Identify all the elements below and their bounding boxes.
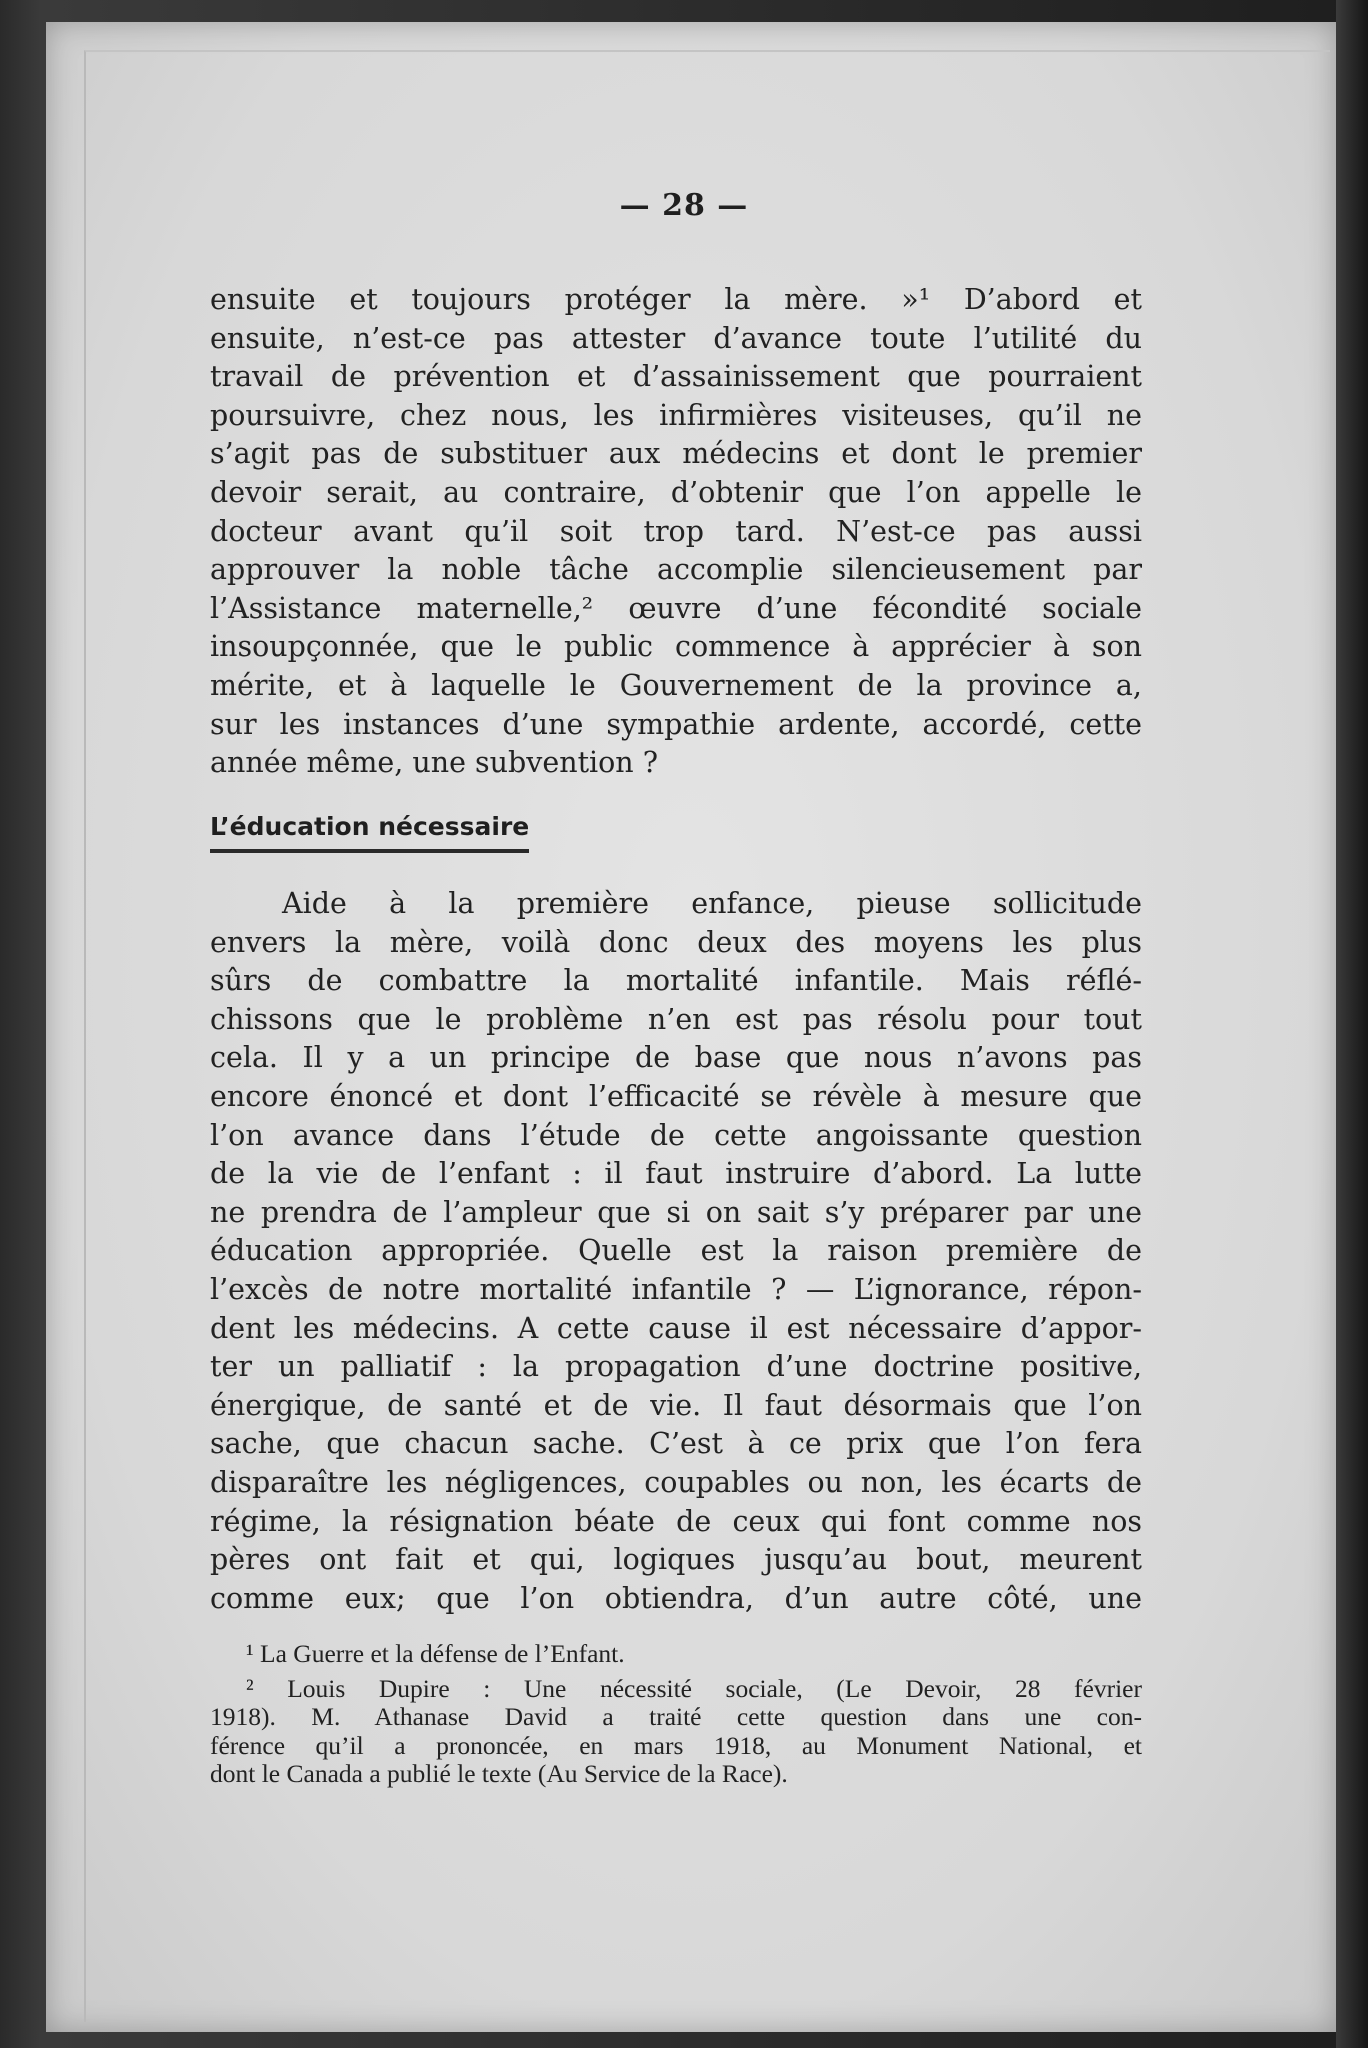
section-heading: L’éducation nécessaire xyxy=(210,812,529,853)
footnote-line: ² Louis Dupire : Une nécessité sociale, (Le Devoir, 28 février xyxy=(246,1674,1142,1703)
page-number: — 28 — xyxy=(619,188,749,223)
text-line: mérite, et à laquelle le Gouvernement de la province a, xyxy=(210,668,1142,702)
footnotes xyxy=(210,1640,1142,1789)
text-line: encore énoncé et dont l’efficacité se révèle à mesure que xyxy=(210,1079,1142,1113)
text-line: énergique, de santé et de vie. Il faut désormais que l’on xyxy=(210,1388,1142,1422)
text-line: poursuivre, chez nous, les infirmières visiteuses, qu’il ne xyxy=(210,398,1142,432)
footnote-2 xyxy=(210,1675,1142,1789)
paragraph-1 xyxy=(210,281,1142,783)
paragraph-2 xyxy=(210,885,1142,1618)
text-line: s’agit pas de substituer aux médecins et dont le premier xyxy=(210,437,1142,471)
text-line: disparaître les négligences, coupables ou non, les écarts de xyxy=(210,1465,1142,1499)
text-line: sûrs de combattre la mortalité infantile. Mais réflé- xyxy=(210,964,1142,998)
text-line: chissons que le problème n’en est pas résolu pour tout xyxy=(210,1002,1142,1036)
text-line: ensuite, n’est-ce pas attester d’avance toute l’utilité du xyxy=(210,321,1142,355)
text-line: l’excès de notre mortalité infantile ? — L’ignorance, répon- xyxy=(210,1272,1142,1306)
footnote-line: dont le Canada a publié le texte (Au Service de la Race). xyxy=(210,1760,788,1788)
text-line: ne prendra de l’ampleur que si on sait s’y préparer par une xyxy=(210,1195,1142,1229)
text-line: travail de prévention et d’assainissement que pourraient xyxy=(210,360,1142,394)
text-line: docteur avant qu’il soit trop tard. N’est-ce pas aussi xyxy=(210,514,1142,548)
text-line: sache, que chacun sache. C’est à ce prix que l’on fera xyxy=(210,1427,1142,1461)
footnote-line: 1918). M. Athanase David a traité cette question dans une con- xyxy=(210,1703,1142,1731)
text-line: de la vie de l’enfant : il faut instruire d’abord. La lutte xyxy=(210,1157,1142,1191)
text-line: éducation appropriée. Quelle est la raison première de xyxy=(210,1234,1142,1268)
text-line: pères ont fait et qui, logiques jusqu’au bout, meurent xyxy=(210,1543,1142,1577)
text-line: ensuite et toujours protéger la mère. »¹ D’abord et xyxy=(210,283,1142,316)
text-line: l’Assistance maternelle,² œuvre d’une fécondité sociale xyxy=(210,591,1142,625)
text-line: année même, une subvention ? xyxy=(210,746,658,780)
text-line: régime, la résignation béate de ceux qui font comme nos xyxy=(210,1504,1142,1538)
text-line: devoir serait, au contraire, d’obtenir que l’on appelle le xyxy=(210,475,1142,509)
text-line: comme eux; que l’on obtiendra, d’un autre côté, une xyxy=(210,1581,1142,1615)
text-line: Aide à la première enfance, pieuse sollicitude xyxy=(282,887,1142,920)
text-line: insoupçonnée, que le public commence à apprécier à son xyxy=(210,630,1142,664)
text-line: dent les médecins. A cette cause il est nécessaire d’appor- xyxy=(210,1311,1142,1345)
binding-gutter xyxy=(1336,0,1368,2048)
text-line: ter un palliatif : la propagation d’une doctrine positive, xyxy=(210,1350,1142,1384)
text-line: l’on avance dans l’étude de cette angoissante question xyxy=(210,1118,1142,1152)
footnote-line: férence qu’il a prononcée, en mars 1918, au Monument National, et xyxy=(210,1731,1142,1760)
text-line: envers la mère, voilà donc deux des moyens les plus xyxy=(210,925,1142,959)
text-line: approuver la noble tâche accomplie silencieusement par xyxy=(210,553,1142,587)
text-line: cela. Il y a un principe de base que nous n’avons pas xyxy=(210,1041,1142,1075)
footnote-1: ¹ La Guerre et la défense de l’Enfant. xyxy=(246,1640,625,1668)
text-line: sur les instances d’une sympathie ardente, accordé, cette xyxy=(210,707,1142,741)
